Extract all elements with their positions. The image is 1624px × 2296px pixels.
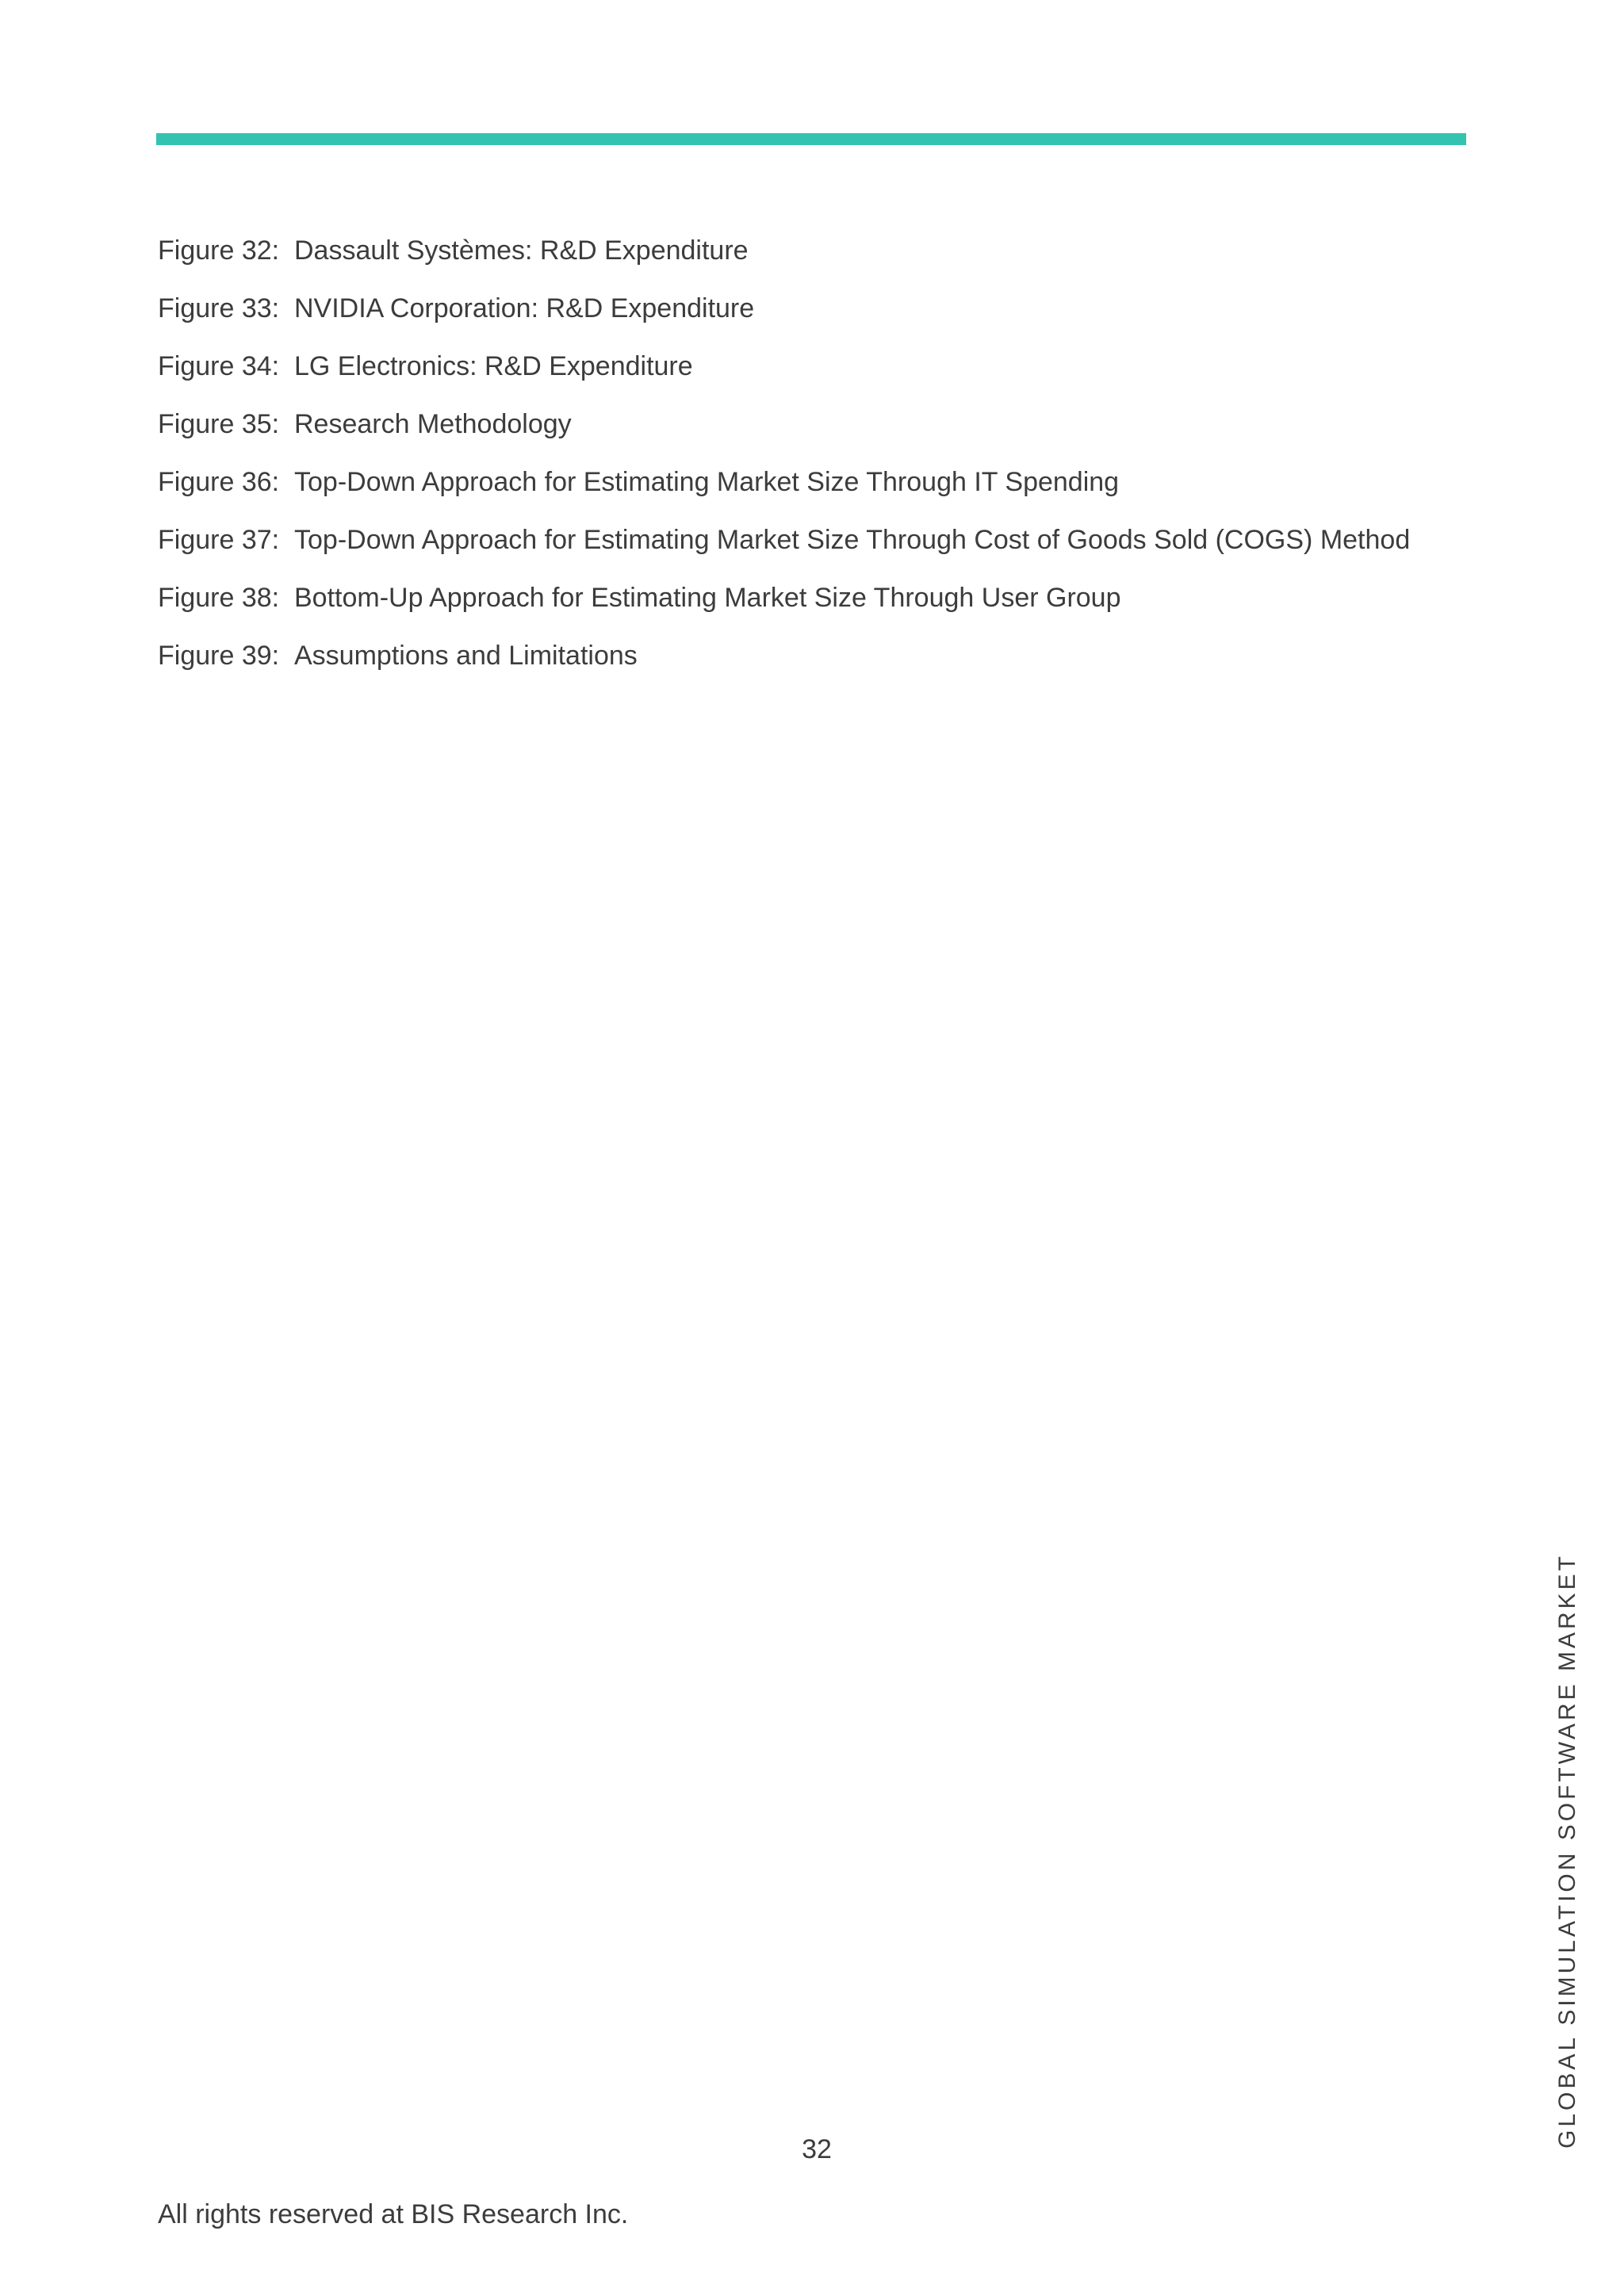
figure-title: LG Electronics: R&D Expenditure	[294, 351, 693, 381]
figure-title: Research Methodology	[294, 409, 572, 439]
figure-number: Figure 38:	[158, 583, 280, 613]
figure-number: Figure 32:	[158, 235, 280, 266]
figure-title: Top-Down Approach for Estimating Market Size Through Cost of Goods Sold (COGS) Method	[294, 525, 1411, 555]
figure-title: NVIDIA Corporation: R&D Expenditure	[294, 293, 755, 323]
list-item	[158, 466, 1410, 524]
header-accent-rule	[156, 133, 1466, 145]
figure-number: Figure 36:	[158, 467, 280, 497]
list-item	[158, 582, 1410, 640]
figure-title: Bottom-Up Approach for Estimating Market Size Through User Group	[294, 583, 1121, 613]
page-number: 32	[802, 2134, 832, 2164]
figure-title: Assumptions and Limitations	[294, 641, 638, 671]
figure-number: Figure 33:	[158, 293, 280, 323]
figure-number: Figure 35:	[158, 409, 280, 439]
report-side-title: GLOBAL SIMULATION SOFTWARE MARKET	[1554, 1553, 1580, 2149]
figure-title: Top-Down Approach for Estimating Market Size Through IT Spending	[294, 467, 1120, 497]
list-item	[158, 293, 1410, 350]
figure-title: Dassault Systèmes: R&D Expenditure	[294, 235, 749, 266]
figure-number: Figure 37:	[158, 525, 280, 555]
figure-number: Figure 39:	[158, 641, 280, 671]
list-of-figures	[158, 235, 1410, 698]
figure-number: Figure 34:	[158, 351, 280, 381]
list-item	[158, 408, 1410, 466]
list-item	[158, 235, 1410, 293]
list-item	[158, 350, 1410, 408]
copyright-footer: All rights reserved at BIS Research Inc.	[158, 2199, 629, 2229]
list-item	[158, 524, 1410, 582]
list-item	[158, 640, 1410, 698]
